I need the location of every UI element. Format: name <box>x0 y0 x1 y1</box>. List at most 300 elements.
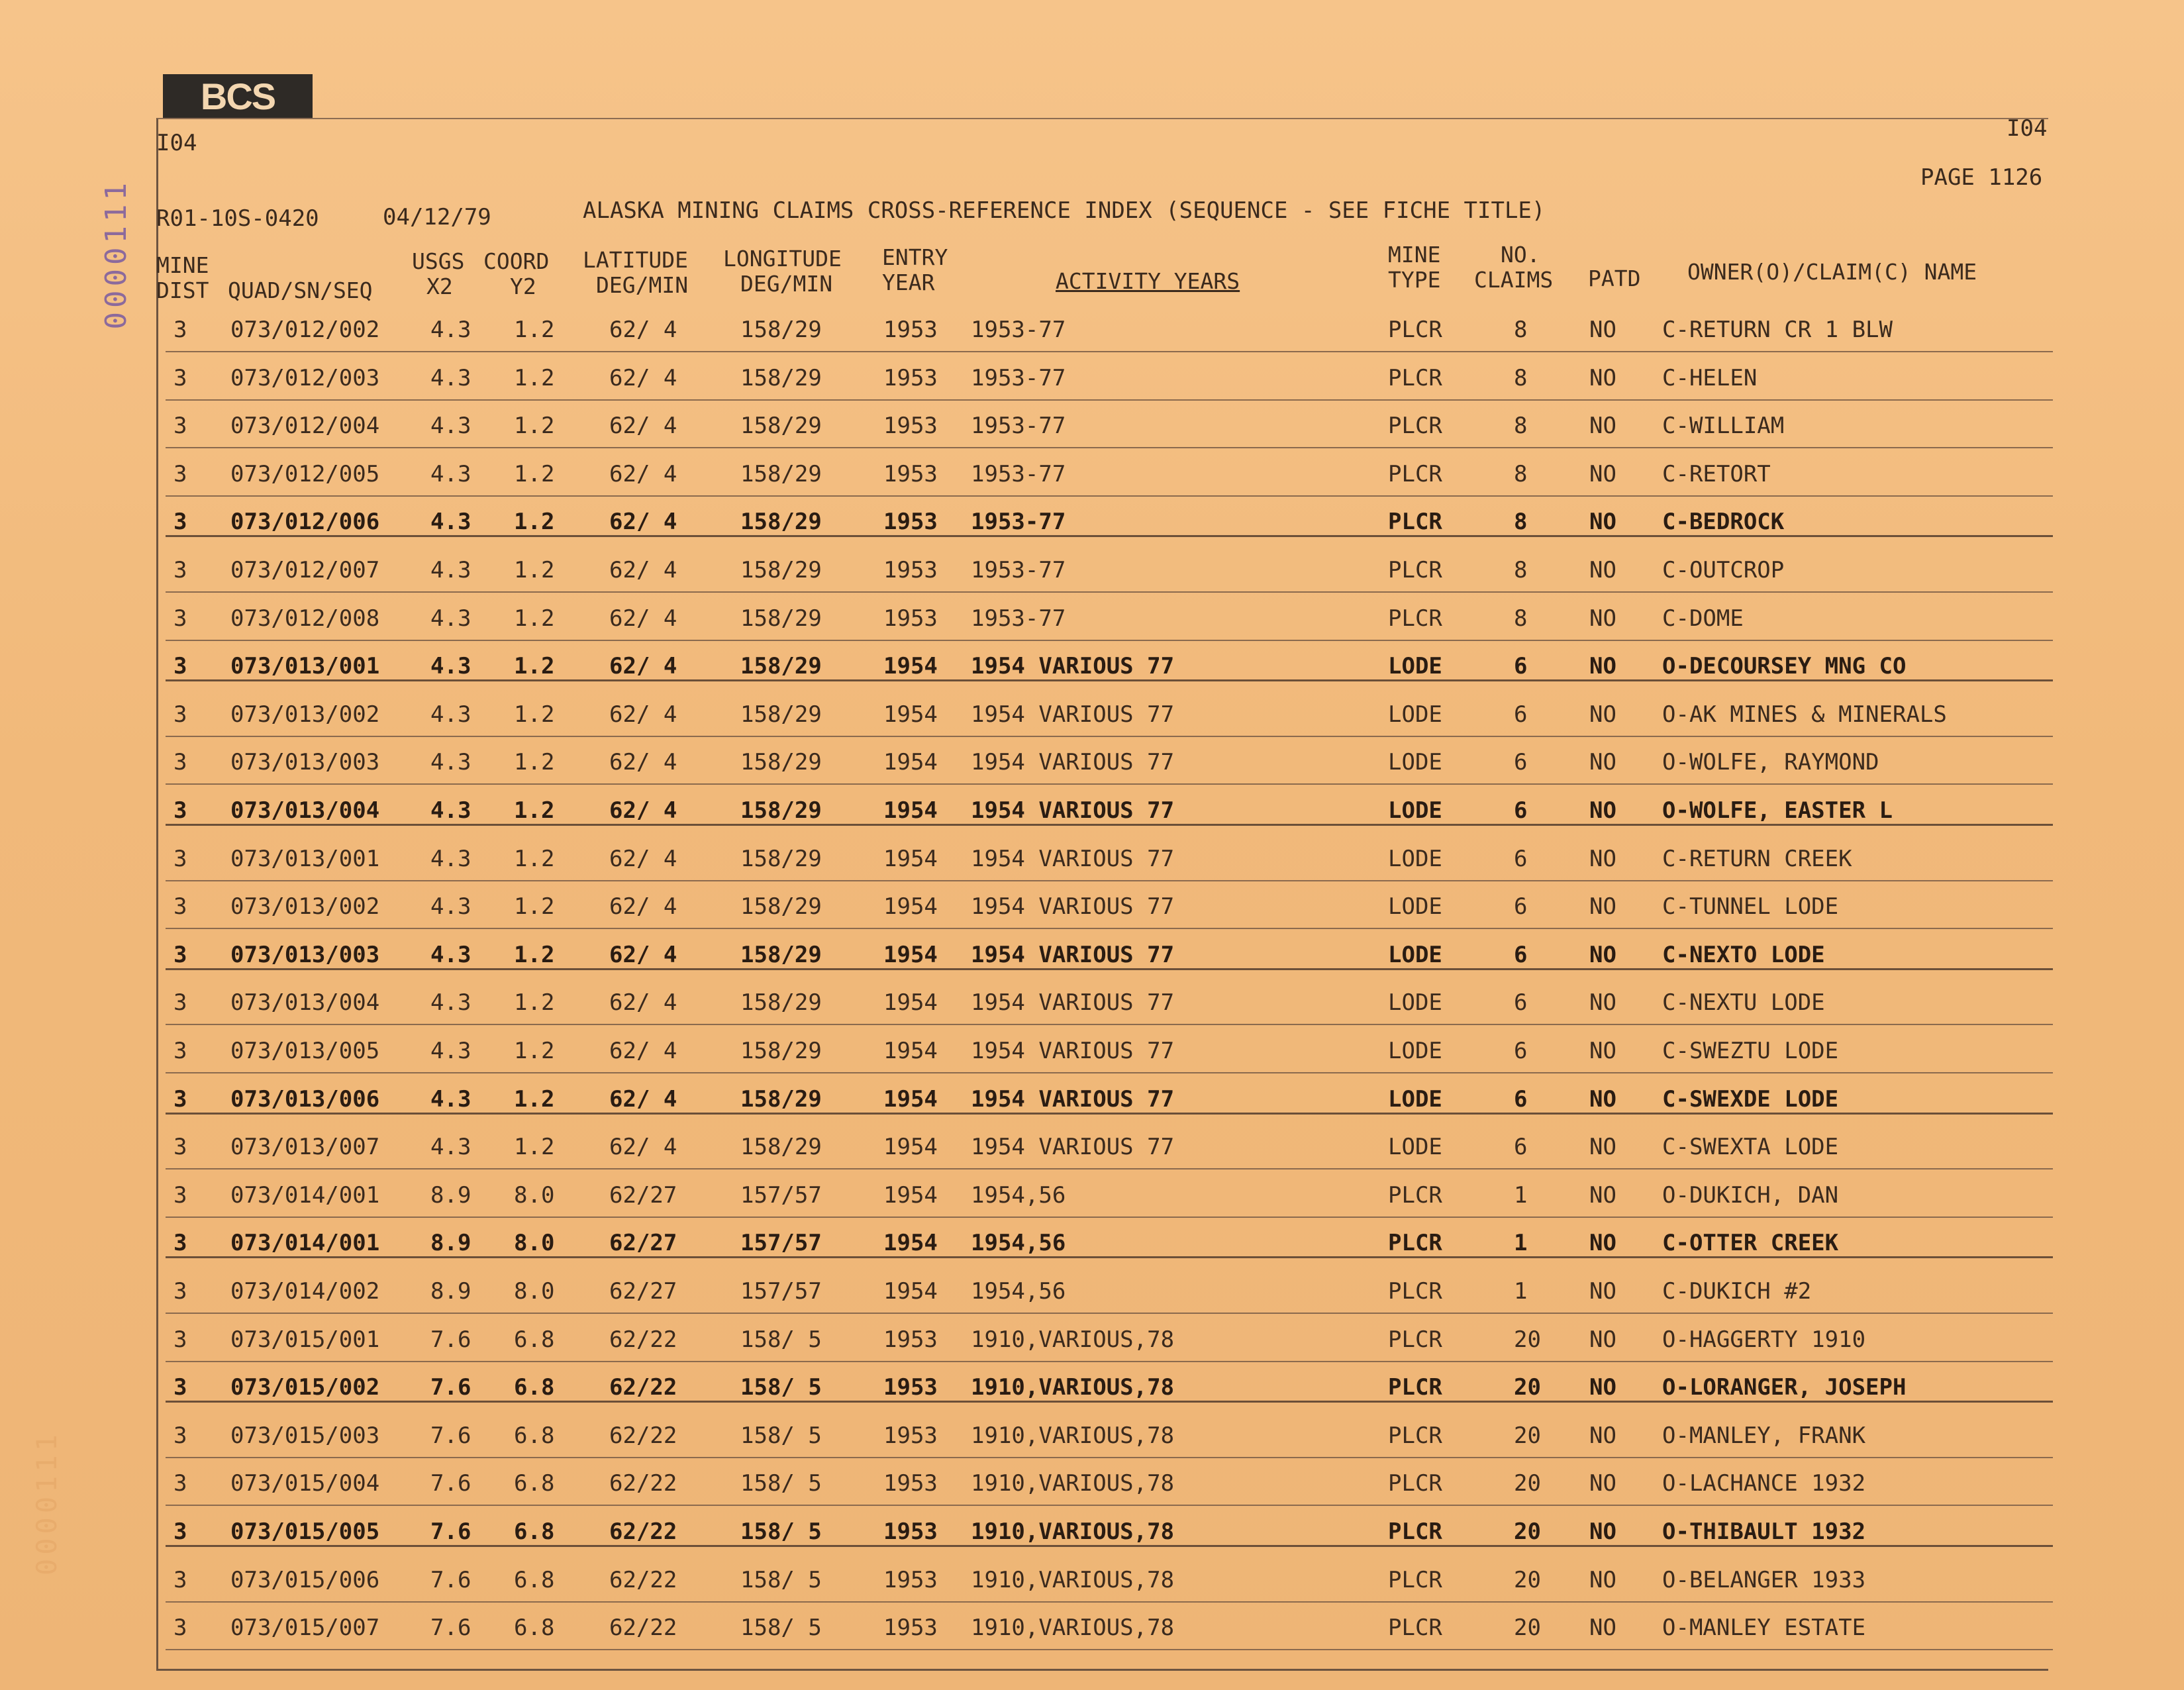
cell-no-claims: 8 <box>1514 509 1528 535</box>
cell-activity-years: 1953-77 <box>971 413 1066 439</box>
cell-quad-sn-seq: 073/013/004 <box>230 797 380 824</box>
cell-quad-sn-seq: 073/015/007 <box>230 1615 380 1641</box>
cell-mine-type: LODE <box>1388 1134 1442 1160</box>
cell-owner-claim-name: C-NEXTU LODE <box>1662 989 1825 1016</box>
cell-patd: NO <box>1589 1278 1616 1305</box>
cell-mine-dist: 3 <box>174 1278 187 1305</box>
cell-mine-dist: 3 <box>174 413 187 439</box>
cell-mine-type: LODE <box>1388 893 1442 920</box>
cell-mine-type: PLCR <box>1388 1230 1442 1256</box>
header-line: Y2 <box>510 273 536 299</box>
cell-usgs-x2: 7.6 <box>430 1326 472 1353</box>
row-rule <box>166 1024 2053 1025</box>
cell-quad-sn-seq: 073/013/003 <box>230 749 380 775</box>
table-row <box>0 1374 2184 1422</box>
cell-longitude: 158/29 <box>740 893 822 920</box>
cell-usgs-x2: 7.6 <box>430 1422 472 1449</box>
row-rule <box>166 447 2053 448</box>
table-row <box>0 701 2184 749</box>
header-usgs-x2 <box>412 249 464 299</box>
cell-activity-years: 1953-77 <box>971 557 1066 583</box>
cell-mine-type: PLCR <box>1388 317 1442 343</box>
cell-longitude: 157/57 <box>740 1278 822 1305</box>
cell-longitude: 158/29 <box>740 509 822 535</box>
cell-patd: NO <box>1589 509 1616 535</box>
cell-mine-type: LODE <box>1388 942 1442 968</box>
cell-entry-year: 1953 <box>883 317 938 343</box>
cell-activity-years: 1954 VARIOUS 77 <box>971 1038 1175 1064</box>
cell-usgs-x2: 4.3 <box>430 749 472 775</box>
cell-latitude: 62/ 4 <box>609 942 677 968</box>
cell-patd: NO <box>1589 1230 1616 1256</box>
cell-owner-claim-name: O-HAGGERTY 1910 <box>1662 1326 1866 1353</box>
cell-owner-claim-name: C-SWEXTA LODE <box>1662 1134 1839 1160</box>
cell-mine-type: PLCR <box>1388 1422 1442 1449</box>
cell-no-claims: 6 <box>1514 989 1528 1016</box>
header-coord-y2 <box>483 249 549 299</box>
cell-patd: NO <box>1589 893 1616 920</box>
cell-no-claims: 8 <box>1514 413 1528 439</box>
cell-activity-years: 1954 VARIOUS 77 <box>971 1086 1175 1113</box>
table-row <box>0 1278 2184 1326</box>
table-row <box>0 846 2184 893</box>
cell-longitude: 158/29 <box>740 1038 822 1064</box>
cell-entry-year: 1954 <box>883 1086 938 1113</box>
table-row <box>0 942 2184 989</box>
cell-mine-dist: 3 <box>174 893 187 920</box>
cell-no-claims: 6 <box>1514 1134 1528 1160</box>
cell-owner-claim-name: O-MANLEY, FRANK <box>1662 1422 1866 1449</box>
table-row <box>0 1326 2184 1374</box>
header-line: CLAIMS <box>1474 267 1554 293</box>
cell-no-claims: 20 <box>1514 1326 1541 1353</box>
cell-mine-dist: 3 <box>174 942 187 968</box>
table-row <box>0 1567 2184 1615</box>
table-row <box>0 989 2184 1037</box>
cell-owner-claim-name: O-BELANGER 1933 <box>1662 1567 1866 1593</box>
cell-coord-y2: 1.2 <box>514 797 555 824</box>
cell-entry-year: 1953 <box>883 1422 938 1449</box>
cell-usgs-x2: 4.3 <box>430 509 472 535</box>
table-row <box>0 365 2184 413</box>
row-rule <box>166 1457 2053 1458</box>
cell-longitude: 158/29 <box>740 1134 822 1160</box>
cell-usgs-x2: 8.9 <box>430 1278 472 1305</box>
cell-mine-dist: 3 <box>174 317 187 343</box>
cell-activity-years: 1954 VARIOUS 77 <box>971 989 1175 1016</box>
cell-latitude: 62/ 4 <box>609 989 677 1016</box>
cell-no-claims: 8 <box>1514 365 1528 391</box>
header-patd <box>1588 266 1640 291</box>
cell-no-claims: 20 <box>1514 1567 1541 1593</box>
cell-longitude: 158/ 5 <box>740 1567 822 1593</box>
row-rule <box>166 1401 2053 1403</box>
report-id: R01-10S-0420 <box>156 205 319 232</box>
row-rule <box>166 736 2053 737</box>
cell-usgs-x2: 7.6 <box>430 1374 472 1401</box>
cell-no-claims: 20 <box>1514 1374 1541 1401</box>
cell-usgs-x2: 4.3 <box>430 989 472 1016</box>
page-number: PAGE 1126 <box>1920 164 2043 191</box>
cell-longitude: 158/29 <box>740 797 822 824</box>
cell-coord-y2: 1.2 <box>514 461 555 487</box>
cell-latitude: 62/ 4 <box>609 653 677 679</box>
cell-activity-years: 1954,56 <box>971 1230 1066 1256</box>
cell-longitude: 158/29 <box>740 557 822 583</box>
cell-longitude: 158/29 <box>740 413 822 439</box>
cell-entry-year: 1953 <box>883 413 938 439</box>
row-rule <box>166 1256 2053 1258</box>
header-line: MINE <box>1388 242 1441 268</box>
cell-entry-year: 1953 <box>883 509 938 535</box>
header-line: DEG/MIN <box>740 271 833 297</box>
table-row <box>0 1134 2184 1181</box>
cell-entry-year: 1953 <box>883 1470 938 1497</box>
table-row <box>0 1086 2184 1134</box>
cell-coord-y2: 6.8 <box>514 1422 555 1449</box>
cell-entry-year: 1953 <box>883 1326 938 1353</box>
cell-patd: NO <box>1589 701 1616 728</box>
cell-quad-sn-seq: 073/013/004 <box>230 989 380 1016</box>
cell-mine-dist: 3 <box>174 365 187 391</box>
cell-mine-dist: 3 <box>174 1615 187 1641</box>
cell-usgs-x2: 7.6 <box>430 1567 472 1593</box>
cell-usgs-x2: 4.3 <box>430 1086 472 1113</box>
cell-latitude: 62/22 <box>609 1326 677 1353</box>
cell-coord-y2: 6.8 <box>514 1615 555 1641</box>
cell-mine-dist: 3 <box>174 797 187 824</box>
cell-quad-sn-seq: 073/013/002 <box>230 893 380 920</box>
cell-owner-claim-name: C-RETURN CR 1 BLW <box>1662 317 1893 343</box>
cell-mine-type: PLCR <box>1388 1278 1442 1305</box>
cell-longitude: 158/29 <box>740 461 822 487</box>
table-row <box>0 461 2184 509</box>
cell-coord-y2: 1.2 <box>514 605 555 632</box>
row-rule <box>166 1217 2053 1218</box>
cell-activity-years: 1954 VARIOUS 77 <box>971 653 1175 679</box>
cell-quad-sn-seq: 073/013/001 <box>230 846 380 872</box>
cell-activity-years: 1954 VARIOUS 77 <box>971 942 1175 968</box>
cell-entry-year: 1953 <box>883 1615 938 1641</box>
cell-usgs-x2: 4.3 <box>430 317 472 343</box>
cell-latitude: 62/ 4 <box>609 893 677 920</box>
header-line: ENTRY <box>882 244 948 270</box>
cell-patd: NO <box>1589 605 1616 632</box>
cell-patd: NO <box>1589 1038 1616 1064</box>
cell-mine-type: PLCR <box>1388 1567 1442 1593</box>
row-rule <box>166 1113 2053 1115</box>
cell-latitude: 62/ 4 <box>609 749 677 775</box>
header-line: QUAD/SN/SEQ <box>228 277 373 303</box>
cell-no-claims: 6 <box>1514 846 1528 872</box>
cell-longitude: 158/29 <box>740 605 822 632</box>
cell-coord-y2: 1.2 <box>514 749 555 775</box>
cell-mine-type: PLCR <box>1388 461 1442 487</box>
cell-latitude: 62/22 <box>609 1470 677 1497</box>
table-row <box>0 1518 2184 1566</box>
row-rule <box>166 1168 2053 1169</box>
cell-owner-claim-name: C-RETORT <box>1662 461 1771 487</box>
cell-latitude: 62/ 4 <box>609 557 677 583</box>
cell-no-claims: 20 <box>1514 1422 1541 1449</box>
header-longitude <box>723 246 842 297</box>
cell-longitude: 158/ 5 <box>740 1470 822 1497</box>
cell-owner-claim-name: C-DUKICH #2 <box>1662 1278 1812 1305</box>
cell-longitude: 158/29 <box>740 989 822 1016</box>
cell-quad-sn-seq: 073/015/001 <box>230 1326 380 1353</box>
cell-latitude: 62/ 4 <box>609 701 677 728</box>
header-owner-claim-name <box>1687 260 1977 285</box>
cell-entry-year: 1954 <box>883 653 938 679</box>
frame-code-right: I04 <box>2007 115 2048 142</box>
cell-coord-y2: 1.2 <box>514 701 555 728</box>
cell-activity-years: 1954 VARIOUS 77 <box>971 893 1175 920</box>
table-row <box>0 557 2184 605</box>
cell-longitude: 158/29 <box>740 365 822 391</box>
cell-usgs-x2: 4.3 <box>430 893 472 920</box>
header-line: NO. <box>1501 242 1540 268</box>
cell-owner-claim-name: O-LORANGER, JOSEPH <box>1662 1374 1907 1401</box>
header-line: OWNER(O)/CLAIM(C) NAME <box>1687 259 1977 285</box>
cell-mine-type: PLCR <box>1388 509 1442 535</box>
side-sequence-mark: 0000111 <box>99 179 133 330</box>
cell-latitude: 62/22 <box>609 1615 677 1641</box>
cell-coord-y2: 1.2 <box>514 557 555 583</box>
cell-entry-year: 1954 <box>883 893 938 920</box>
table-row <box>0 1230 2184 1277</box>
cell-mine-dist: 3 <box>174 701 187 728</box>
row-rule <box>166 928 2053 929</box>
cell-patd: NO <box>1589 749 1616 775</box>
cell-activity-years: 1954,56 <box>971 1278 1066 1305</box>
table-row <box>0 605 2184 653</box>
cell-mine-dist: 3 <box>174 1230 187 1256</box>
cell-owner-claim-name: C-WILLIAM <box>1662 413 1785 439</box>
cell-usgs-x2: 4.3 <box>430 365 472 391</box>
cell-patd: NO <box>1589 1374 1616 1401</box>
row-rule <box>166 351 2053 352</box>
cell-mine-type: PLCR <box>1388 365 1442 391</box>
cell-latitude: 62/ 4 <box>609 1086 677 1113</box>
cell-owner-claim-name: O-AK MINES & MINERALS <box>1662 701 1947 728</box>
cell-entry-year: 1954 <box>883 1134 938 1160</box>
cell-latitude: 62/22 <box>609 1374 677 1401</box>
cell-mine-dist: 3 <box>174 1086 187 1113</box>
cell-no-claims: 6 <box>1514 942 1528 968</box>
cell-longitude: 158/ 5 <box>740 1518 822 1545</box>
header-line: PATD <box>1588 266 1641 291</box>
row-rule <box>166 1361 2053 1362</box>
cell-mine-dist: 3 <box>174 1038 187 1064</box>
table-row <box>0 653 2184 701</box>
cell-mine-type: LODE <box>1388 653 1442 679</box>
cell-latitude: 62/ 4 <box>609 365 677 391</box>
cell-mine-dist: 3 <box>174 989 187 1016</box>
header-mine-type <box>1388 242 1440 293</box>
row-rule <box>166 679 2053 681</box>
cell-no-claims: 8 <box>1514 557 1528 583</box>
cell-patd: NO <box>1589 1326 1616 1353</box>
cell-entry-year: 1954 <box>883 989 938 1016</box>
faded-side-mark: 0000111 <box>30 1430 63 1576</box>
cell-no-claims: 20 <box>1514 1518 1541 1545</box>
cell-owner-claim-name: O-WOLFE, RAYMOND <box>1662 749 1879 775</box>
cell-coord-y2: 1.2 <box>514 317 555 343</box>
cell-patd: NO <box>1589 1422 1616 1449</box>
report-date: 04/12/79 <box>383 204 491 230</box>
cell-latitude: 62/22 <box>609 1422 677 1449</box>
header-line: MINE <box>156 252 209 278</box>
cell-owner-claim-name: C-NEXTO LODE <box>1662 942 1825 968</box>
cell-usgs-x2: 4.3 <box>430 461 472 487</box>
header-line: LATITUDE <box>583 247 688 273</box>
cell-no-claims: 8 <box>1514 317 1528 343</box>
header-entry-year <box>882 245 948 295</box>
cell-patd: NO <box>1589 317 1616 343</box>
cell-usgs-x2: 4.3 <box>430 653 472 679</box>
cell-longitude: 158/29 <box>740 1086 822 1113</box>
cell-longitude: 158/29 <box>740 653 822 679</box>
cell-coord-y2: 6.8 <box>514 1374 555 1401</box>
cell-coord-y2: 1.2 <box>514 1038 555 1064</box>
cell-latitude: 62/ 4 <box>609 317 677 343</box>
cell-patd: NO <box>1589 797 1616 824</box>
cell-longitude: 157/57 <box>740 1182 822 1209</box>
cell-entry-year: 1954 <box>883 797 938 824</box>
cell-activity-years: 1953-77 <box>971 605 1066 632</box>
cell-owner-claim-name: C-OTTER CREEK <box>1662 1230 1839 1256</box>
cell-mine-type: LODE <box>1388 701 1442 728</box>
cell-patd: NO <box>1589 989 1616 1016</box>
cell-mine-type: PLCR <box>1388 1518 1442 1545</box>
cell-patd: NO <box>1589 1134 1616 1160</box>
cell-no-claims: 8 <box>1514 605 1528 632</box>
table-row <box>0 893 2184 941</box>
cell-no-claims: 6 <box>1514 1086 1528 1113</box>
cell-coord-y2: 6.8 <box>514 1470 555 1497</box>
cell-longitude: 158/29 <box>740 701 822 728</box>
cell-activity-years: 1954 VARIOUS 77 <box>971 749 1175 775</box>
cell-usgs-x2: 4.3 <box>430 605 472 632</box>
header-line: YEAR <box>882 270 935 295</box>
row-rule <box>166 1072 2053 1073</box>
cell-coord-y2: 1.2 <box>514 365 555 391</box>
header-latitude <box>583 248 688 298</box>
cell-entry-year: 1953 <box>883 1518 938 1545</box>
cell-mine-type: LODE <box>1388 1038 1442 1064</box>
cell-activity-years: 1953-77 <box>971 461 1066 487</box>
cell-entry-year: 1953 <box>883 1567 938 1593</box>
row-rule <box>166 783 2053 785</box>
cell-longitude: 158/29 <box>740 846 822 872</box>
cell-coord-y2: 1.2 <box>514 989 555 1016</box>
cell-latitude: 62/27 <box>609 1278 677 1305</box>
cell-longitude: 158/ 5 <box>740 1615 822 1641</box>
cell-owner-claim-name: O-MANLEY ESTATE <box>1662 1615 1866 1641</box>
cell-coord-y2: 1.2 <box>514 942 555 968</box>
cell-latitude: 62/ 4 <box>609 605 677 632</box>
cell-entry-year: 1954 <box>883 1230 938 1256</box>
cell-latitude: 62/ 4 <box>609 461 677 487</box>
cell-usgs-x2: 7.6 <box>430 1470 472 1497</box>
cell-coord-y2: 6.8 <box>514 1326 555 1353</box>
header-mine-dist <box>156 253 209 303</box>
cell-no-claims: 8 <box>1514 461 1528 487</box>
cell-quad-sn-seq: 073/013/006 <box>230 1086 380 1113</box>
cell-patd: NO <box>1589 653 1616 679</box>
table-row <box>0 1182 2184 1230</box>
cell-no-claims: 20 <box>1514 1470 1541 1497</box>
cell-mine-type: PLCR <box>1388 413 1442 439</box>
cell-longitude: 158/29 <box>740 942 822 968</box>
cell-activity-years: 1910,VARIOUS,78 <box>971 1567 1175 1593</box>
cell-mine-dist: 3 <box>174 1567 187 1593</box>
row-rule <box>166 535 2053 537</box>
cell-usgs-x2: 7.6 <box>430 1518 472 1545</box>
cell-activity-years: 1953-77 <box>971 365 1066 391</box>
cell-activity-years: 1954 VARIOUS 77 <box>971 797 1175 824</box>
cell-quad-sn-seq: 073/015/003 <box>230 1422 380 1449</box>
header-no-claims <box>1474 242 1553 293</box>
header-line: LONGITUDE <box>723 246 842 272</box>
cell-quad-sn-seq: 073/012/005 <box>230 461 380 487</box>
cell-longitude: 157/57 <box>740 1230 822 1256</box>
cell-quad-sn-seq: 073/013/003 <box>230 942 380 968</box>
cell-patd: NO <box>1589 1567 1616 1593</box>
cell-activity-years: 1954,56 <box>971 1182 1066 1209</box>
cell-mine-type: LODE <box>1388 1086 1442 1113</box>
cell-quad-sn-seq: 073/015/004 <box>230 1470 380 1497</box>
cell-mine-type: LODE <box>1388 846 1442 872</box>
cell-activity-years: 1910,VARIOUS,78 <box>971 1374 1175 1401</box>
cell-entry-year: 1954 <box>883 846 938 872</box>
cell-quad-sn-seq: 073/012/002 <box>230 317 380 343</box>
cell-quad-sn-seq: 073/015/006 <box>230 1567 380 1593</box>
header-line: USGS <box>412 248 465 274</box>
cell-latitude: 62/ 4 <box>609 509 677 535</box>
cell-no-claims: 1 <box>1514 1182 1528 1209</box>
cell-mine-dist: 3 <box>174 1182 187 1209</box>
cell-coord-y2: 1.2 <box>514 653 555 679</box>
cell-quad-sn-seq: 073/015/005 <box>230 1518 380 1545</box>
cell-quad-sn-seq: 073/014/001 <box>230 1182 380 1209</box>
cell-patd: NO <box>1589 1182 1616 1209</box>
row-rule <box>166 968 2053 970</box>
cell-entry-year: 1953 <box>883 605 938 632</box>
cell-mine-type: LODE <box>1388 749 1442 775</box>
cell-owner-claim-name: C-TUNNEL LODE <box>1662 893 1839 920</box>
row-rule <box>166 640 2053 641</box>
cell-usgs-x2: 8.9 <box>430 1230 472 1256</box>
cell-coord-y2: 6.8 <box>514 1567 555 1593</box>
cell-entry-year: 1954 <box>883 1182 938 1209</box>
row-rule <box>166 1505 2053 1506</box>
cell-usgs-x2: 4.3 <box>430 942 472 968</box>
cell-mine-dist: 3 <box>174 1422 187 1449</box>
table-row <box>0 749 2184 797</box>
cell-patd: NO <box>1589 942 1616 968</box>
cell-usgs-x2: 4.3 <box>430 846 472 872</box>
cell-no-claims: 20 <box>1514 1615 1541 1641</box>
cell-owner-claim-name: C-SWEXDE LODE <box>1662 1086 1839 1113</box>
row-rule <box>166 1601 2053 1603</box>
cell-owner-claim-name: O-WOLFE, EASTER L <box>1662 797 1893 824</box>
row-rule <box>166 1545 2053 1547</box>
table-row <box>0 1422 2184 1470</box>
table-row <box>0 797 2184 845</box>
cell-entry-year: 1954 <box>883 1038 938 1064</box>
cell-entry-year: 1953 <box>883 365 938 391</box>
